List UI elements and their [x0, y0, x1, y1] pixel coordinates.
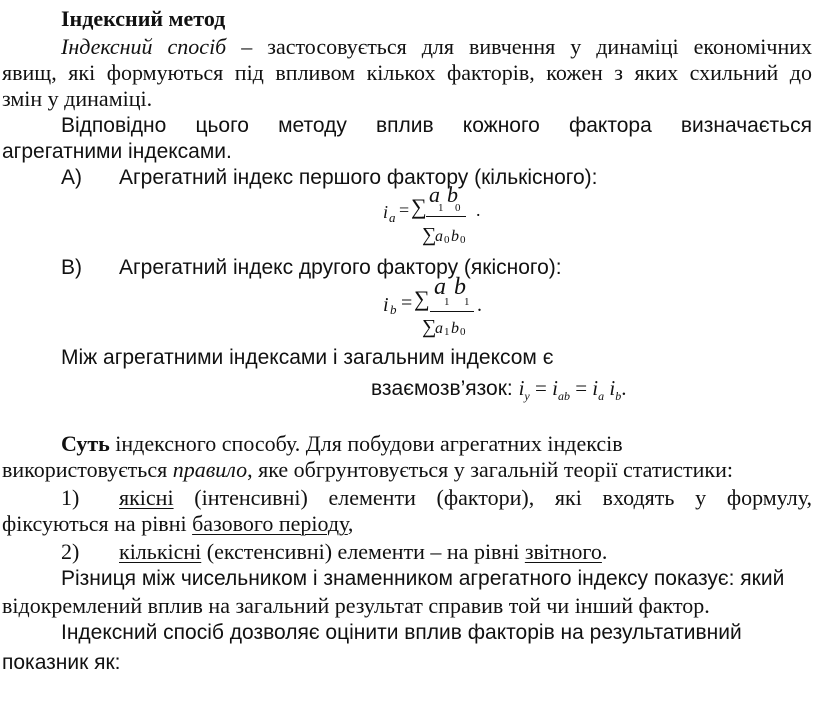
paragraph-evaluation-line-2: показник як: [2, 651, 121, 674]
paragraph-essence-line-2: використовується правило, яке обгрунтовується у загальній теорії статистики: [2, 457, 733, 482]
paragraph-method-line-2: агрегатними індексами. [2, 140, 232, 163]
item-a-text: Агрегатний індекс першого фактору (кількісного): [119, 166, 598, 189]
paragraph-definition-line-3: змін у динаміці. [2, 86, 153, 111]
item-2-marker: 2) [61, 539, 80, 564]
item-1-line-2: фіксуються на рівні базового періоду, [2, 511, 354, 536]
paragraph-essence-line-1: Суть індексного способу. Для побудови агрегатних індексів [61, 431, 623, 456]
relation-line-2: взаємозв’язок: $i_y = i_{ab} = i_a$ $i_b$. [371, 376, 627, 404]
paragraph-difference-line-1: Різниця між чисельником і знаменником агрегатного індексу показує: який [61, 567, 785, 590]
item-a-marker: А) [61, 166, 82, 189]
formula-a: i a = ∑ a b 1 0 . ∑ a 0 b 0 [383, 182, 481, 246]
paragraph-difference-line-2: відокремлений вплив на загальний результат справив той чи інший фактор. [2, 593, 710, 618]
item-1-marker: 1) [61, 485, 80, 510]
relation-line-1: Між агрегатними індексами і загальним індексом є [61, 346, 554, 369]
page-title: Індексний метод [61, 6, 226, 31]
paragraph-definition-line-1: Індексний спосіб – застосовується для вивчення у динаміці економічних [61, 34, 812, 59]
item-2-text: кількісні (екстенсивні) елементи – на рівні звітного. [119, 539, 608, 564]
paragraph-definition-line-2: явищ, які формуються під впливом кількох факторів, кожен з яких схильний до [2, 60, 812, 85]
paragraph-method-line-1: Відповідно цього методу вплив кожного фактора визначається [61, 114, 812, 137]
item-1-line-1: якісні (інтенсивні) елементи (фактори), які входять у формулу, [119, 485, 812, 510]
formula-b: i b = ∑ a b 1 1 . ∑ a 1 b 0 [383, 274, 482, 338]
item-b-marker: В) [61, 256, 82, 279]
term-italic: Індексний спосіб [61, 34, 227, 59]
paragraph-evaluation-line-1: Індексний спосіб дозволяє оцінити вплив факторів на результативний [61, 621, 742, 644]
item-b-text: Агрегатний індекс другого фактору (якісного): [119, 256, 562, 279]
